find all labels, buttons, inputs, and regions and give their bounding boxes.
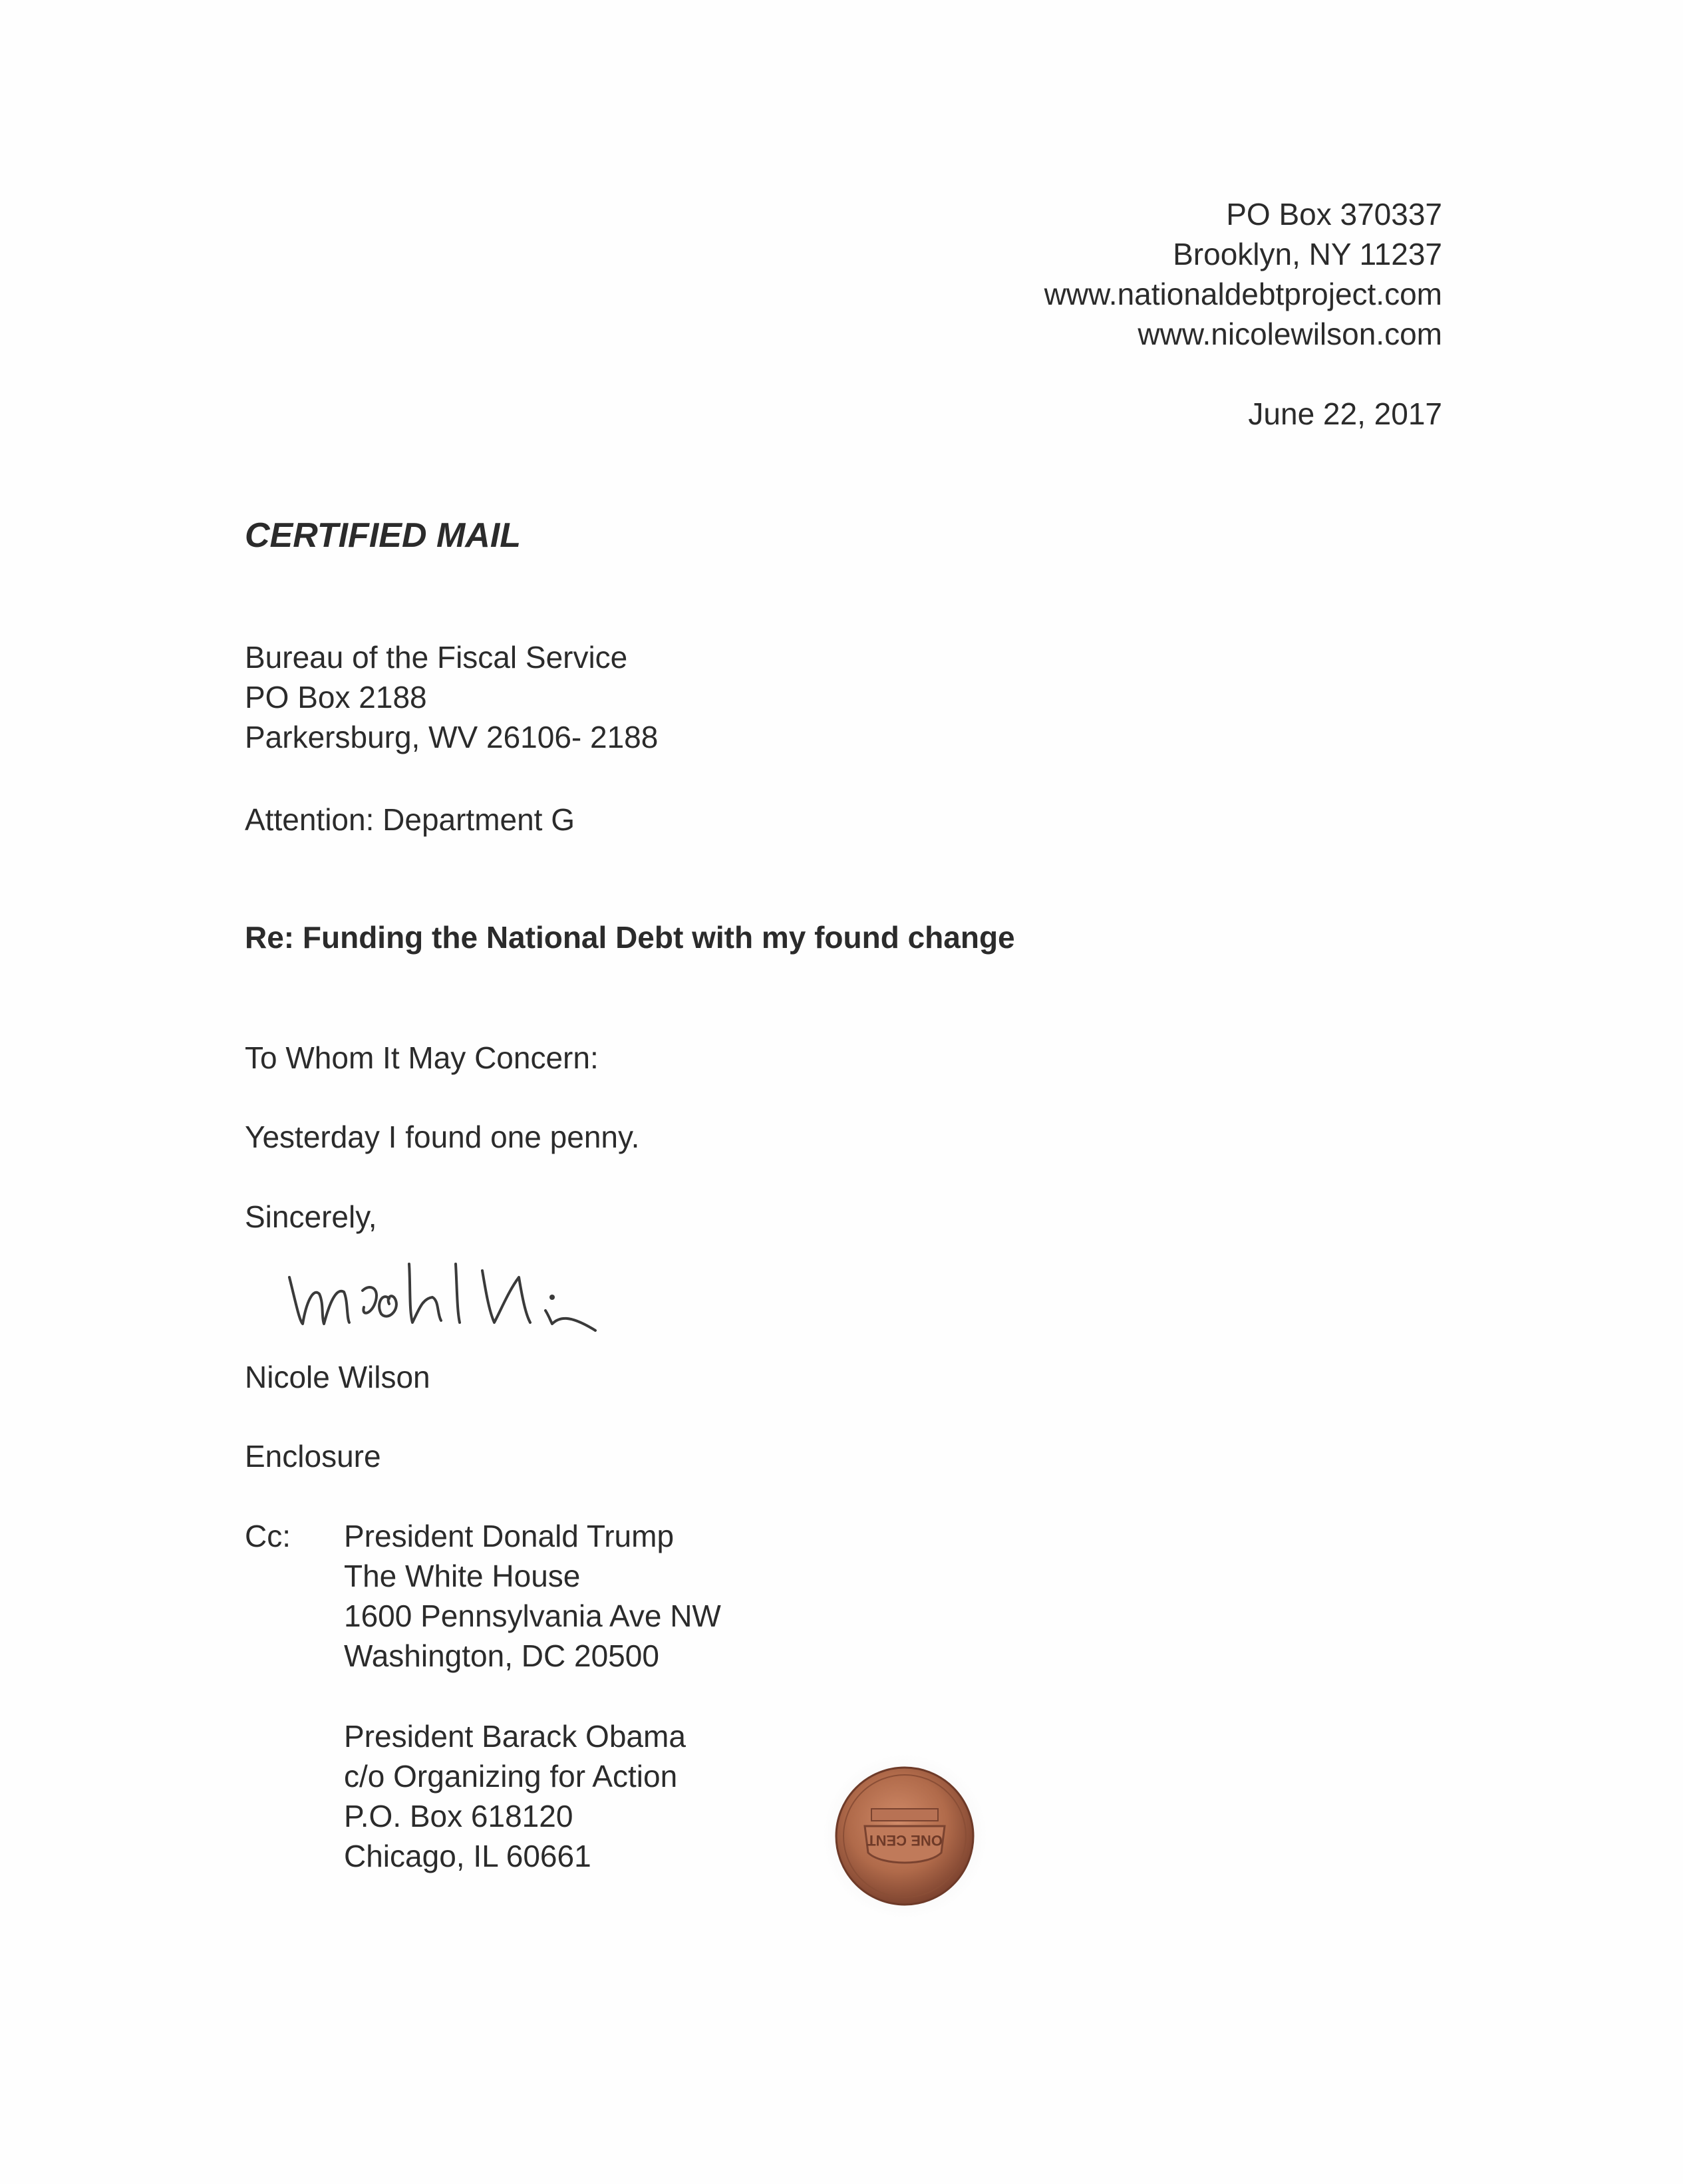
enclosure-note: Enclosure: [245, 1439, 381, 1474]
cc-recipient-1-line1: President Donald Trump: [344, 1519, 675, 1553]
signer-name-block: [245, 1357, 430, 1397]
sender-address-line2: Brooklyn, NY 11237: [1173, 237, 1442, 271]
certified-mail-heading: CERTIFIED MAIL: [245, 516, 522, 555]
cc-recipient-2: [344, 1716, 686, 1876]
attention-line: Attention: Department G: [245, 802, 575, 837]
body-block: [245, 1117, 639, 1157]
salutation-block: [245, 1038, 599, 1078]
recipient-address-line1: PO Box 2188: [245, 680, 427, 714]
cc-recipient-1-line4: Washington, DC 20500: [344, 1638, 659, 1673]
penny-coin-image: [815, 1746, 995, 1926]
sender-address-block: [1044, 194, 1442, 354]
enclosure-block: [245, 1436, 381, 1476]
cc-recipient-1-line2: The White House: [344, 1559, 581, 1593]
cc-label: Cc:: [245, 1519, 291, 1553]
cc-recipient-2-line3: P.O. Box 618120: [344, 1799, 573, 1833]
cc-recipient-2-line4: Chicago, IL 60661: [344, 1839, 591, 1873]
penny-inscription: ONE CENT: [867, 1832, 943, 1849]
attention-line-block: [245, 800, 575, 840]
body-paragraph: Yesterday I found one penny.: [245, 1120, 640, 1154]
salutation: To Whom It May Concern:: [245, 1040, 599, 1075]
closing: Sincerely,: [245, 1199, 377, 1234]
sender-website2: www.nicolewilson.com: [1138, 317, 1442, 351]
handwritten-signature: [283, 1251, 642, 1344]
subject-line: Re: Funding the National Debt with my found change: [245, 920, 1015, 955]
cc-recipient-2-line2: c/o Organizing for Action: [344, 1759, 678, 1794]
sender-website1: www.nationaldebtproject.com: [1044, 277, 1442, 311]
cc-recipient-1-line3: 1600 Pennsylvania Ave NW: [344, 1599, 721, 1633]
letter-date: June 22, 2017: [1248, 396, 1442, 431]
recipient-address-block: [245, 637, 658, 757]
cc-recipient-2-line1: President Barack Obama: [344, 1719, 686, 1754]
signer-name: Nicole Wilson: [245, 1360, 430, 1394]
recipient-name: Bureau of the Fiscal Service: [245, 640, 628, 675]
cc-recipient-1: [344, 1516, 721, 1676]
closing-block: [245, 1197, 377, 1237]
sender-address-line1: PO Box 370337: [1226, 197, 1442, 232]
recipient-address-line2: Parkersburg, WV 26106- 2188: [245, 720, 659, 754]
